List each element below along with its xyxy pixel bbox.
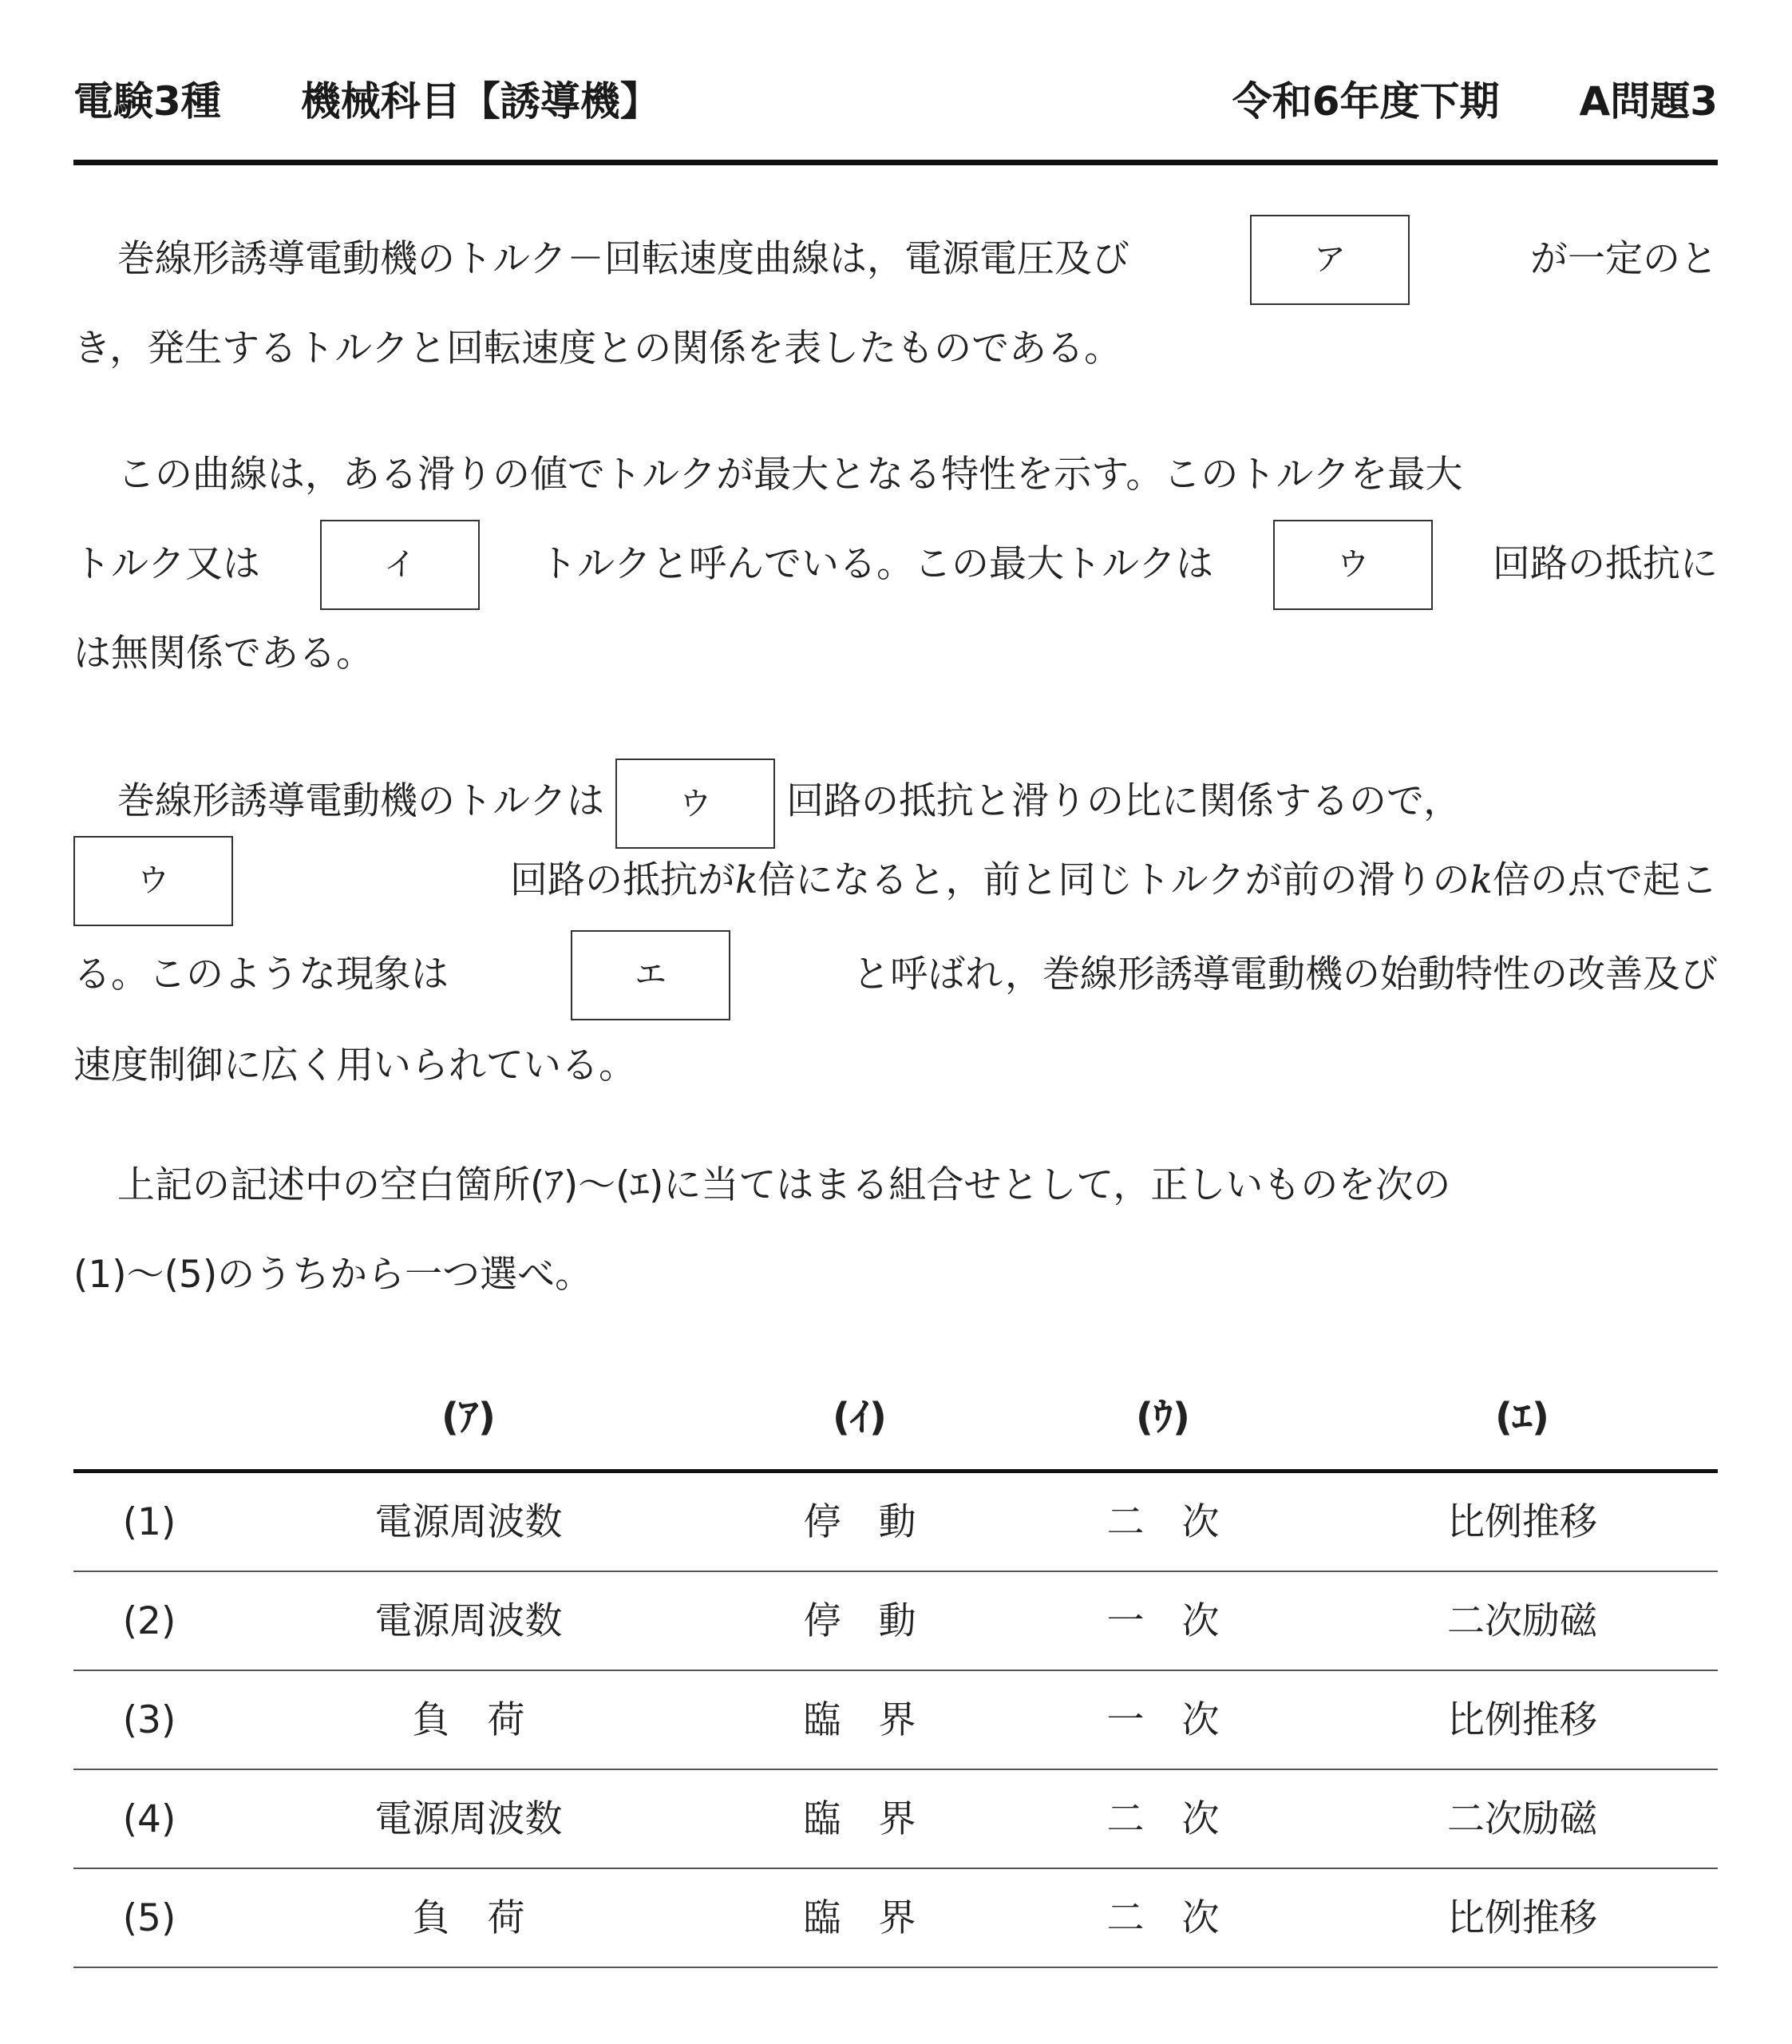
header-a: (ｱ) [441,1395,496,1440]
header-right [1232,69,1718,127]
cell-e: 比例推移 [1447,1896,1597,1940]
choice-number: (4) [122,1797,176,1841]
cell-i: 臨 界 [803,1698,916,1742]
cell-u: 一 次 [1106,1599,1220,1643]
variable-k: k [734,858,758,902]
blank-u: ウ [73,836,233,926]
cell-i: 停 動 [803,1500,916,1544]
cell-e: 二次励磁 [1447,1599,1597,1643]
table-row[interactable] [73,1473,1718,1572]
cell-e: 比例推移 [1447,1698,1597,1742]
choice-number: (2) [122,1599,176,1643]
header-left [73,69,660,127]
header-e: (ｴ) [1495,1395,1549,1440]
blank-i: イ [320,520,480,610]
table-row[interactable] [73,1572,1718,1671]
cell-a: 負 荷 [412,1698,525,1742]
page-header [73,70,1718,126]
choice-number: (1) [122,1500,176,1544]
choice-number: (3) [122,1698,176,1742]
p1-line1: 巻線形誘導電動機のトルク－回転速度曲線は，電源電圧及び ア が一定のと [117,232,1718,287]
cell-i: 臨 界 [803,1797,916,1841]
p3-line3: る。このような現象は エ と呼ばれ，巻線形誘導電動機の始動特性の改善及び [73,947,1718,1003]
choice-number: (5) [122,1896,176,1940]
p1-line2: き，発生するトルクと回転速度との関係を表したものである。 [73,327,1122,370]
table-header [73,1385,1718,1449]
blank-u: ウ [615,759,775,849]
blank-e: エ [571,930,730,1020]
table-row[interactable] [73,1671,1718,1770]
cell-a: 電源周波数 [374,1599,563,1643]
p3-line1: 巻線形誘導電動機のトルクは ウ 回路の抵抗と滑りの比に関係するので， [117,759,1461,814]
document-page [73,0,1718,2044]
variable-k: k [1470,858,1493,902]
p4-line1: 上記の記述中の空白箇所(ｱ)～(ｴ)に当てはまる組合せとして，正しいものを次の [117,1163,1451,1207]
subject-topic: 機械科目【誘導機】 [300,78,660,125]
header-u: (ｳ) [1136,1395,1190,1440]
cell-i: 臨 界 [803,1896,916,1940]
cell-u: 二 次 [1106,1797,1220,1841]
cell-a: 電源周波数 [374,1500,563,1544]
header-i: (ｲ) [833,1395,887,1440]
cell-e: 比例推移 [1447,1500,1597,1544]
exam-name: 電験3種 [73,78,221,125]
cell-i: 停 動 [803,1599,916,1643]
p3-line4: 速度制御に広く用いられている。 [73,1044,636,1087]
p4-line2: (1)～(5)のうちから一つ選べ。 [73,1253,593,1297]
blank-a: ア [1250,215,1410,305]
cell-a: 電源周波数 [374,1797,563,1841]
cell-u: 一 次 [1106,1698,1220,1742]
p2-line1: この曲線は，ある滑りの値でトルクが最大となる特性を示す。このトルクを最大 [117,453,1463,497]
cell-e: 二次励磁 [1447,1797,1597,1841]
row-divider [73,1967,1718,1968]
blank-u: ウ [1273,520,1433,610]
cell-u: 二 次 [1106,1896,1220,1940]
cell-u: 二 次 [1106,1500,1220,1544]
p2-line3: は無関係である。 [73,632,374,675]
header-divider [73,160,1718,165]
p2-line2: トルク又は イ トルクと呼んでいる。この最大トルクは ウ 回路の抵抗に [73,537,1718,592]
table-row[interactable] [73,1869,1718,1968]
p3-line2: ウ 回路の抵抗がk倍になると，前と同じトルクが前の滑りのk倍の点で起こ [73,853,1718,909]
problem-number: A問題3 [1579,78,1718,125]
cell-a: 負 荷 [412,1896,525,1940]
exam-term: 令和6年度下期 [1232,78,1500,125]
table-row[interactable] [73,1770,1718,1869]
